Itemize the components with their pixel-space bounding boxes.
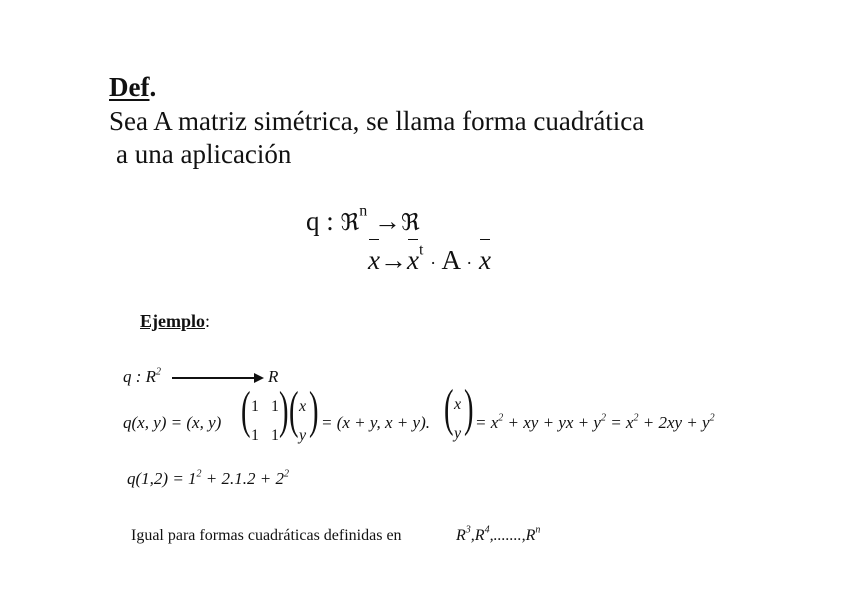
vector-2: ( x y ) xyxy=(444,380,474,442)
definition-line-2: a una aplicación xyxy=(116,139,292,169)
mapping-signature: q : ℜ$^n$ →ℜ xyxy=(306,202,420,236)
vector-1: ( x y ) xyxy=(289,382,319,444)
example-evaluation: $q(1,2) = 1^2 + 2.1.2 + 2^2$ xyxy=(127,468,289,488)
example-label: Ejemplo: xyxy=(140,311,211,331)
definition-heading: Def. xyxy=(109,72,157,102)
note-text: Igual para formas cuadráticas definidas en xyxy=(131,527,402,544)
eq-right: = $x^2$ + xy + yx + $y^2 = x^2 + 2xy + y^2$ xyxy=(475,412,715,432)
example-equation xyxy=(123,380,823,448)
eq-left: q(x, y) = (x, y) xyxy=(123,413,222,432)
eq-mid: = (x + y, x + y). xyxy=(321,413,430,432)
matrix: ( 1 1 1 1 ) xyxy=(241,382,289,444)
definition-line-1: Sea A matriz simétrica, se llama forma cuadrática xyxy=(109,106,645,136)
mapping-rule: $x\to x^t \cdot A \cdot x$ xyxy=(368,241,491,275)
example-map-codomain: R xyxy=(268,367,279,386)
note-spaces: $R^3,R^4,.......,R^n$ xyxy=(456,524,541,544)
example-map: q : $R^2$ xyxy=(123,366,162,386)
